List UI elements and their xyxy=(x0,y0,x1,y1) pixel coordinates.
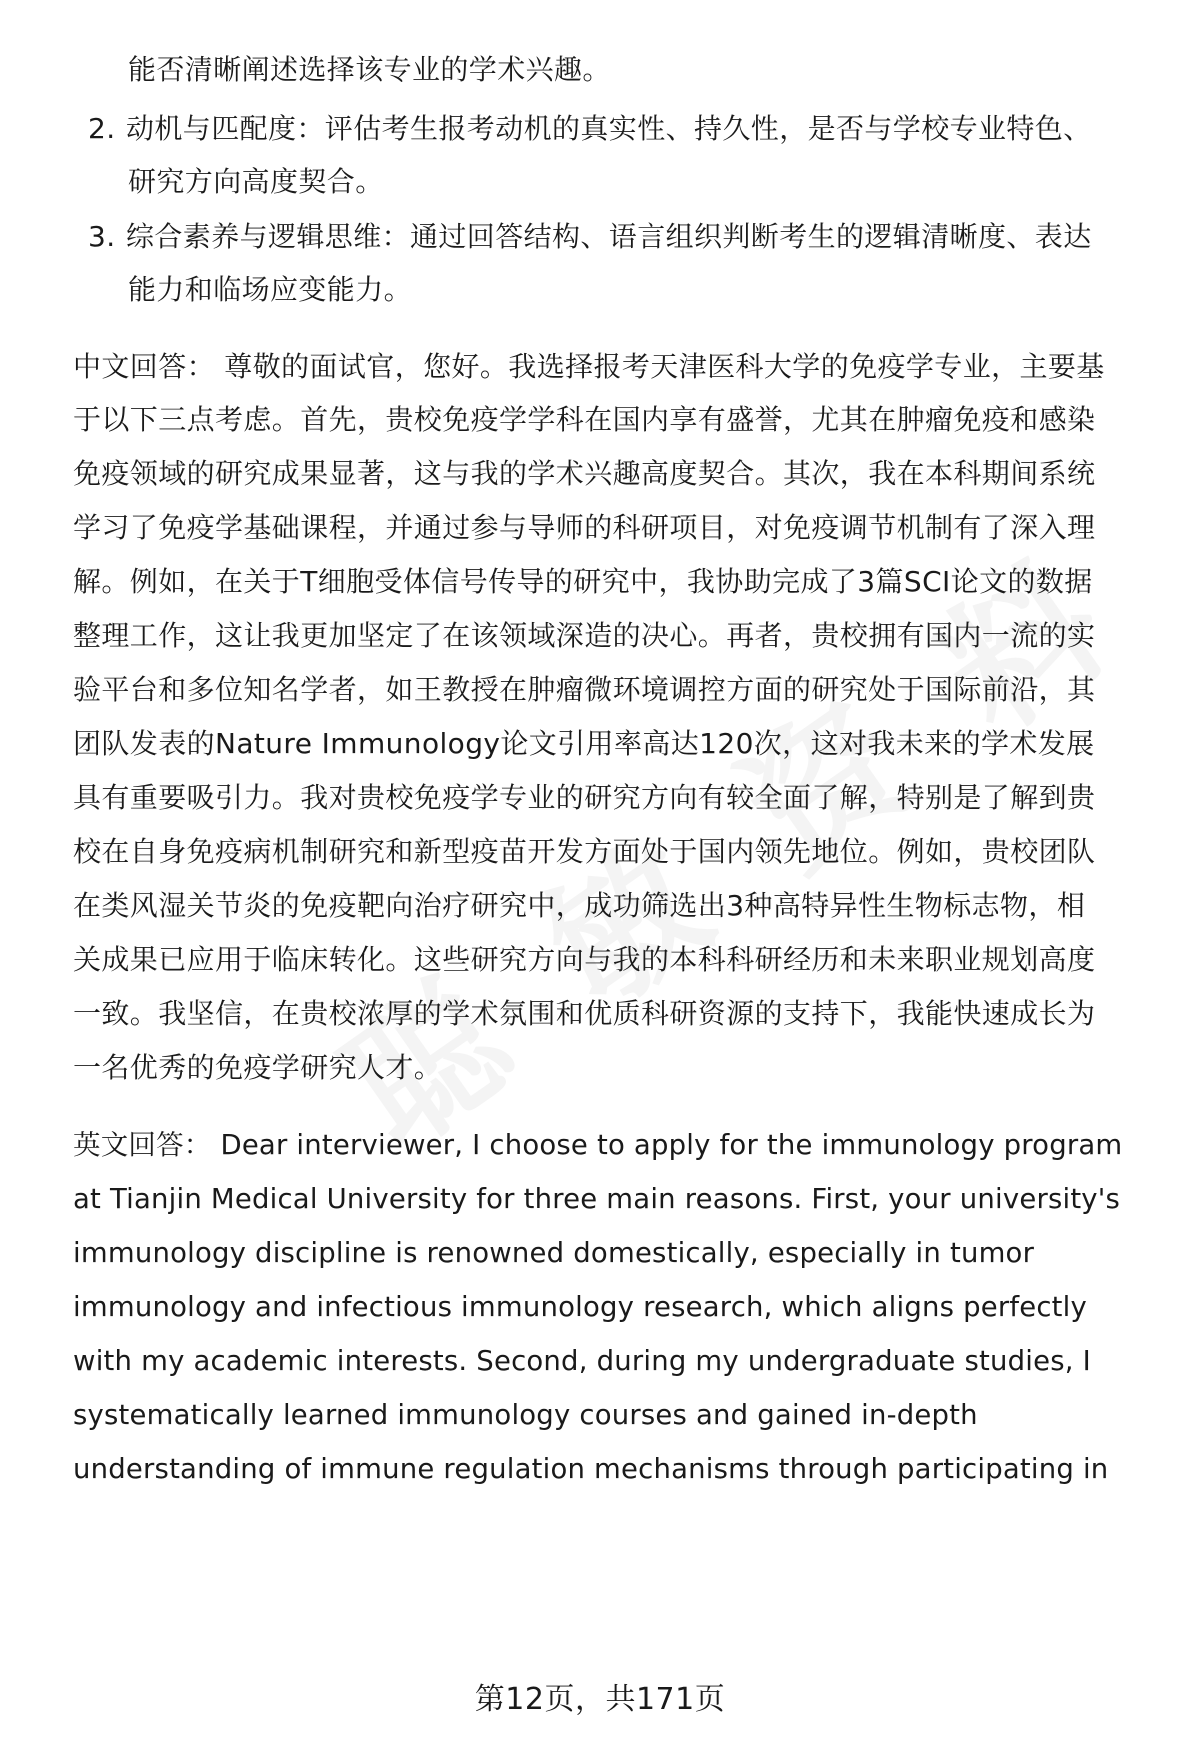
list-number: 2. xyxy=(88,112,116,145)
paragraph-line: 解。例如，在关于T细胞受体信号传导的研究中，我协助完成了3篇SCI论文的数据 xyxy=(73,565,1093,598)
paragraph-line: 英文回答： Dear interviewer, I choose to apply for the immunology program xyxy=(73,1129,1123,1161)
paragraph-line: 验平台和多位知名学者，如王教授在肿瘤微环境调控方面的研究处于国际前沿，其 xyxy=(73,673,1096,706)
paragraph-line: 一名优秀的免疫学研究人才。 xyxy=(73,1051,443,1084)
paragraph-line: immunology discipline is renowned domestically, especially in tumor xyxy=(73,1237,1035,1269)
criteria-item-1-continuation: 能否清晰阐述选择该专业的学术兴趣。 xyxy=(128,53,611,86)
list-text: 动机与匹配度：评估考生报考动机的真实性、持久性，是否与学校专业特色、 xyxy=(126,112,1092,145)
paragraph-line: 一致。我坚信，在贵校浓厚的学术氛围和优质科研资源的支持下，我能快速成长为 xyxy=(73,997,1096,1030)
page-number-footer: 第12页，共171页 xyxy=(474,1682,726,1717)
paragraph-line: immunology and infectious immunology research, which aligns perfectly xyxy=(73,1291,1087,1323)
paragraph-line: systematically learned immunology courses and gained in-depth xyxy=(73,1399,978,1431)
paragraph-line: 于以下三点考虑。首先，贵校免疫学学科在国内享有盛誉，尤其在肿瘤免疫和感染 xyxy=(73,403,1096,436)
paragraph-line: 关成果已应用于临床转化。这些研究方向与我的本科科研经历和未来职业规划高度 xyxy=(73,943,1096,976)
paragraph-line: with my academic interests. Second, during my undergraduate studies, I xyxy=(73,1345,1091,1377)
paragraph-line: 免疫领域的研究成果显著，这与我的学术兴趣高度契合。其次，我在本科期间系统 xyxy=(73,457,1096,490)
paragraph-line: 具有重要吸引力。我对贵校免疫学专业的研究方向有较全面了解，特别是了解到贵 xyxy=(73,781,1096,814)
paragraph-line: 整理工作，这让我更加坚定了在该领域深造的决心。再者，贵校拥有国内一流的实 xyxy=(73,619,1096,652)
list-text: 综合素养与逻辑思维：通过回答结构、语言组织判断考生的逻辑清晰度、表达 xyxy=(126,220,1092,253)
paragraph-line: 中文回答： 尊敬的面试官，您好。我选择报考天津医科大学的免疫学专业，主要基 xyxy=(73,350,1105,383)
criteria-item-2-line-2: 研究方向高度契合。 xyxy=(128,165,384,198)
list-number: 3. xyxy=(88,220,116,253)
criteria-item-2-line-1 xyxy=(88,109,1092,149)
paragraph-line: 学习了免疫学基础课程，并通过参与导师的科研项目，对免疫调节机制有了深入理 xyxy=(73,511,1096,544)
paragraph-line: understanding of immune regulation mechanisms through participating in xyxy=(73,1453,1109,1485)
paragraph-line: at Tianjin Medical University for three main reasons. First, your university's xyxy=(73,1183,1121,1215)
criteria-item-3-line-1 xyxy=(88,217,1092,257)
criteria-item-3-line-2: 能力和临场应变能力。 xyxy=(128,273,413,306)
paragraph-line: 在类风湿关节炎的免疫靶向治疗研究中，成功筛选出3种高特异性生物标志物，相 xyxy=(73,889,1086,922)
paragraph-line: 校在自身免疫病机制研究和新型疫苗开发方面处于国内领先地位。例如，贵校团队 xyxy=(73,835,1096,868)
paragraph-line: 团队发表的Nature Immunology论文引用率高达120次，这对我未来的学术发展 xyxy=(73,727,1095,760)
